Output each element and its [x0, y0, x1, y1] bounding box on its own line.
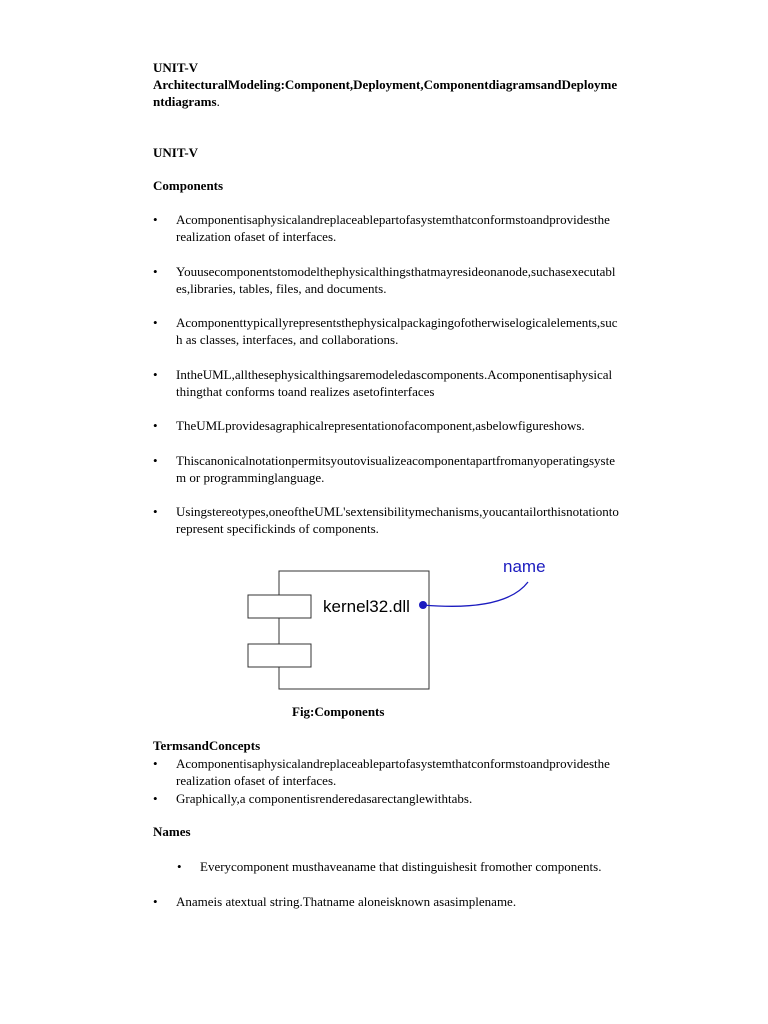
list-item-line: m or programminglanguage. [176, 470, 325, 485]
list-item-line: Acomponenttypicallyrepresentsthephysicalpackagingofotherwiselogicalelements,suc [176, 315, 618, 330]
list-item-line: Acomponentisaphysicalandreplaceablepartofasystemthatconformstoandprovidesthe [176, 756, 610, 771]
unit-title: UNIT-V [153, 60, 199, 75]
component-tab-bottom [248, 644, 311, 667]
list-item-line: IntheUML,allthesephysicalthingsaremodeledascomponents.Acomponentisaphysical [176, 367, 613, 382]
component-tab-top [248, 595, 311, 618]
bullet-dot: • [153, 315, 158, 330]
list-item-line: Youusecomponentstomodelthephysicalthingsthatmayresideonanode,suchasexecutabl [176, 264, 616, 279]
terms-heading: TermsandConcepts [153, 738, 261, 753]
annotation-label: name [503, 557, 546, 576]
bullet-dot: • [153, 264, 158, 279]
annotation-connector [423, 582, 528, 606]
unit-subtitle [153, 76, 713, 110]
list-item-line: thingthat conforms toand realizes asetofinterfaces [176, 384, 435, 399]
bullet-dot: • [153, 418, 158, 433]
bullet-dot: • [153, 504, 158, 519]
bullet-dot: • [153, 367, 158, 382]
figure-caption: Fig:Components [292, 704, 385, 719]
annotation-anchor-dot [419, 601, 427, 609]
list-item-line: Anameis atextual string.Thatname aloneisknown asasimplename. [176, 894, 517, 909]
list-item-line: Graphically,a componentisrenderedasarectanglewithtabs. [176, 791, 473, 806]
component-body [279, 571, 429, 689]
list-item-line: Thiscanonicalnotationpermitsyoutovisualizeacomponentapartfromanyoperatingsyste [176, 453, 615, 468]
list-item-line: es,libraries, tables, files, and documents. [176, 281, 387, 296]
component-label: kernel32.dll [323, 597, 410, 616]
list-item-line: h as classes, interfaces, and collaborations. [176, 332, 399, 347]
bullet-dot: • [177, 859, 182, 874]
subtitle-period: . [216, 94, 220, 109]
list-item-line: Everycomponent musthaveaname that distinguishesit fromother components. [200, 859, 602, 874]
list-item-line: represent specifickinds of components. [176, 521, 379, 536]
bullet-dot: • [153, 453, 158, 468]
list-item-line: Acomponentisaphysicalandreplaceablepartofasystemthatconformstoandprovidesthe [176, 212, 610, 227]
bullet-dot: • [153, 894, 158, 909]
list-item-line: Usingstereotypes,oneoftheUML'sextensibilitymechanisms,youcantailorthisnotationto [176, 504, 619, 519]
subtitle-line2: ntdiagrams [153, 94, 217, 109]
component-figure [240, 552, 560, 702]
list-item-line: TheUMLprovidesagraphicalrepresentationofacomponent,asbelowfigureshows. [176, 418, 585, 433]
subtitle-line1: ArchitecturalModeling:Component,Deployment,ComponentdiagramsandDeployme [153, 77, 618, 92]
bullet-dot: • [153, 791, 158, 806]
bullet-dot: • [153, 756, 158, 771]
names-heading: Names [153, 824, 191, 839]
bullet-dot: • [153, 212, 158, 227]
unit-heading: UNIT-V [153, 145, 199, 160]
list-item-line: realization ofaset of interfaces. [176, 229, 337, 244]
components-heading: Components [153, 178, 224, 193]
list-item-line: realization ofaset of interfaces. [176, 773, 337, 788]
